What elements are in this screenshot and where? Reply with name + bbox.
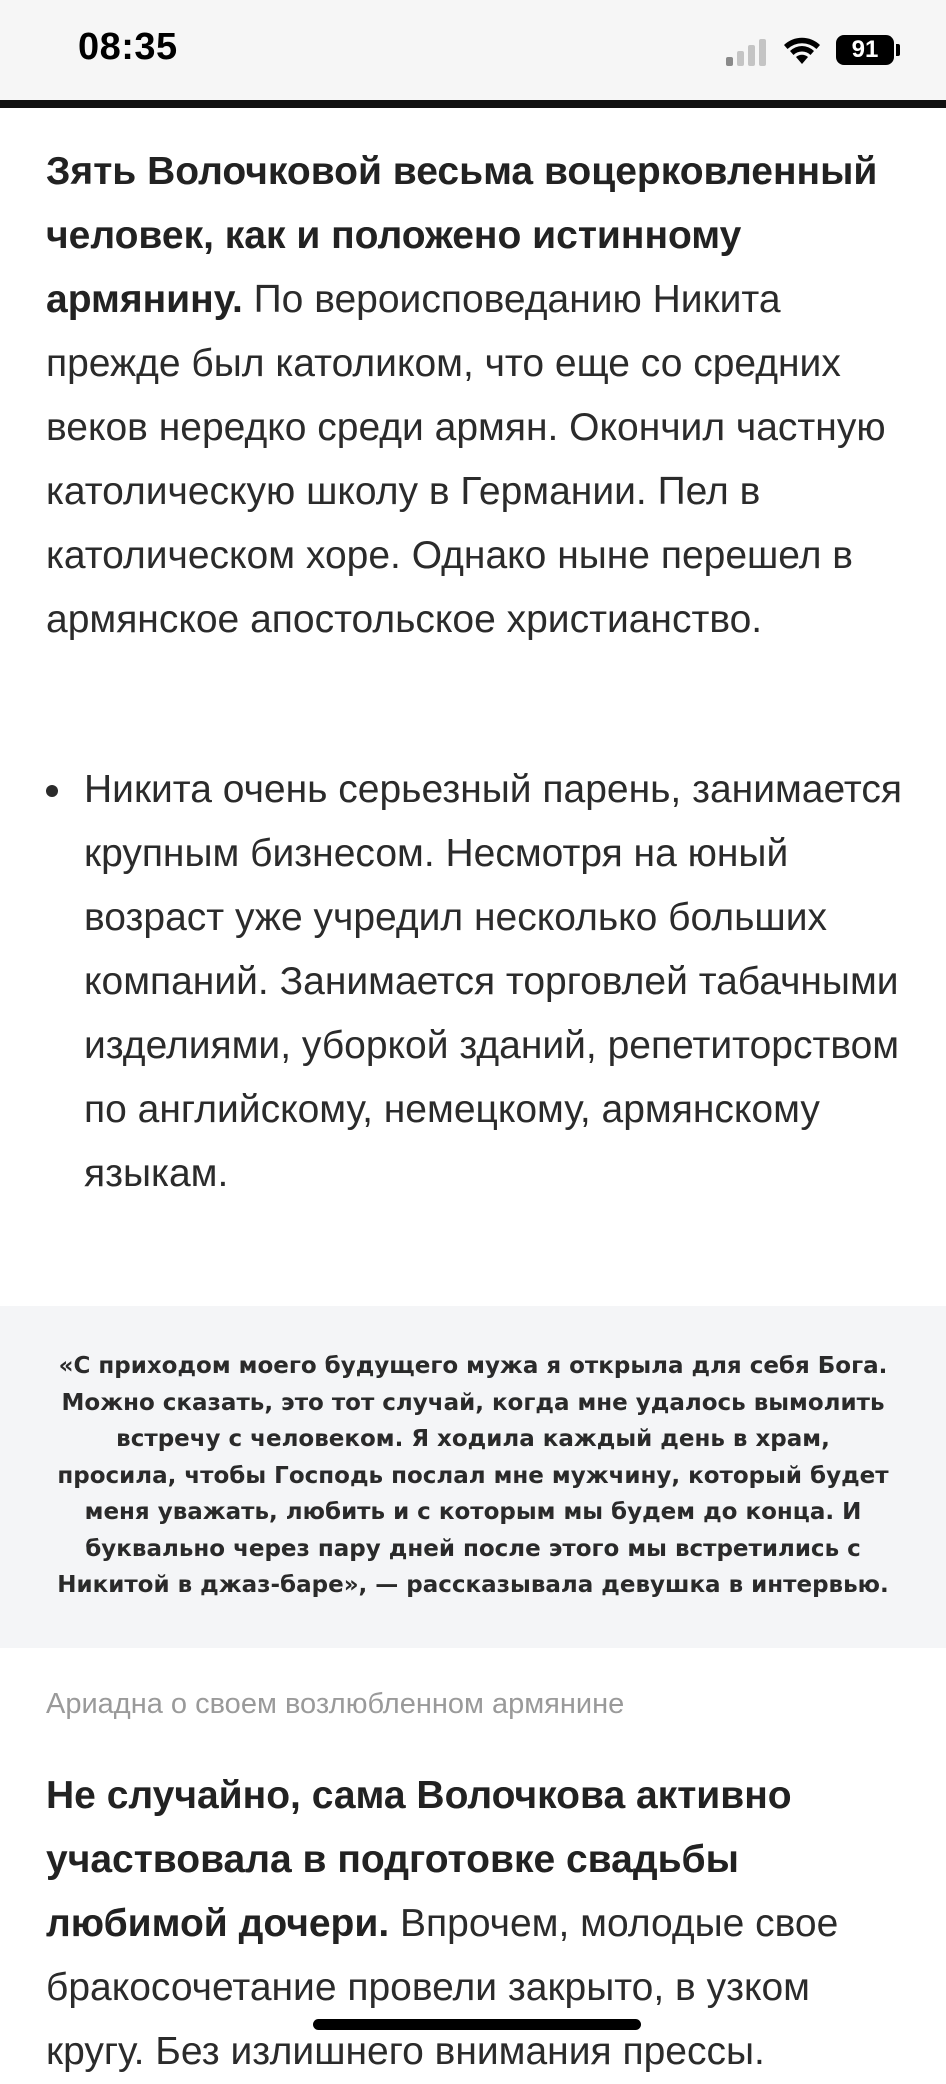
wifi-icon	[782, 34, 822, 66]
image-bottom-edge	[0, 100, 946, 108]
status-time: 08:35	[78, 26, 178, 68]
article-paragraph-1	[46, 140, 906, 652]
paragraph-text: По вероисповеданию Никита прежде был католиком, что еще со средних веков нередко среди армян. Окончил частную католическую школу в Германии. Пел в католическом хоре. Однако ныне перешел в армянское апостольское христианство.	[46, 278, 886, 641]
list-item	[46, 758, 906, 1206]
home-indicator[interactable]	[313, 2019, 641, 2030]
paragraph	[46, 1764, 906, 2084]
battery-icon: 91	[836, 35, 894, 65]
quote-text: «С приходом моего будущего мужа я открыла для себя Бога. Можно сказать, это тот случай, когда мне удалось вымолить встречу с человеком. Я ходила каждый день в храм, просила, чтобы Господь послал мне мужчину, который будет меня уважать, любить и с которым мы будем до конца. И буквально через пару дней после этого мы встретились с Никитой в джаз-баре», — рассказывала девушка в интервью.	[57, 1353, 889, 1598]
quote-caption: Ариадна о своем возлюбленном армянине	[46, 1688, 625, 1720]
paragraph	[46, 140, 906, 652]
article-paragraph-2	[46, 1764, 906, 2084]
status-bar	[0, 0, 946, 100]
paragraph-lead-bold: Зять Волочковой весьма воцерковленный человек, как и положено истинному армянину.	[46, 150, 878, 321]
paragraph-lead-bold: Не случайно, сама Волочкова активно участвовала в подготовке свадьбы любимой дочери.	[46, 1774, 792, 1945]
bullet-icon	[46, 785, 58, 797]
bullet-list	[46, 758, 906, 1206]
battery-tip	[896, 44, 900, 56]
paragraph-text: Впрочем, молодые свое бракосочетание провели закрыто, в узком кругу. Без излишнего внимания прессы.	[46, 1902, 839, 2073]
cellular-signal-icon	[726, 38, 768, 66]
quote-block	[0, 1306, 946, 1648]
list-item-text: Никита очень серьезный парень, занимается крупным бизнесом. Несмотря на юный возраст уже учредил несколько больших компаний. Занимается торговлей табачными изделиями, уборкой зданий, репетиторством по английскому, немецкому, армянскому языкам.	[84, 768, 902, 1195]
